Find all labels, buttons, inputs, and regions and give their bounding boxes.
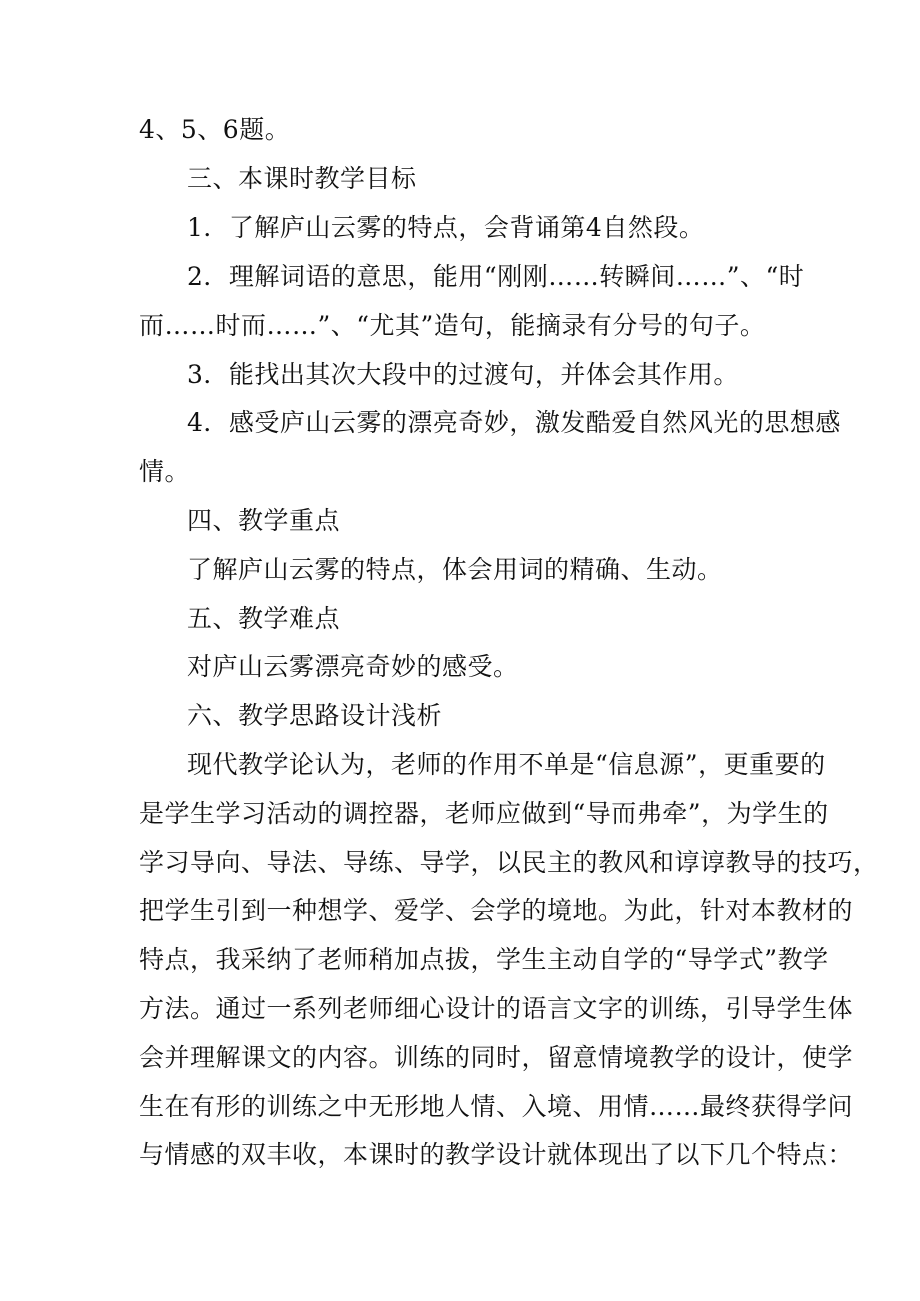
objective-1: 1．了解庐山云雾的特点，会背诵第4自然段。 <box>187 213 705 242</box>
heading-teaching-difficulty: 五、教学难点 <box>187 604 341 633</box>
heading-design-analysis: 六、教学思路设计浅析 <box>187 701 443 730</box>
paragraph-line-4: 把学生引到一种想学、爱学、会学的境地。为此，针对本教材的 <box>139 896 854 925</box>
paragraph-line-2: 是学生学习活动的调控器，老师应做到“导而弗牵”，为学生的 <box>139 799 829 828</box>
paragraph-line-8: 生在有形的训练之中无形地人情、入境、用情……最终获得学问 <box>139 1092 854 1121</box>
objective-3: 3．能找出其次大段中的过渡句，并体会其作用。 <box>187 360 739 389</box>
paragraph-line-1: 现代教学论认为，老师的作用不单是“信息源”，更重要的 <box>187 750 826 779</box>
heading-teaching-focus: 四、教学重点 <box>187 506 341 535</box>
paragraph-line-9: 与情感的双丰收，本课时的教学设计就体现出了以下几个特点： <box>139 1140 854 1169</box>
objective-4-line-2: 情。 <box>139 457 191 486</box>
teaching-difficulty-text: 对庐山云雾漂亮奇妙的感受。 <box>187 652 519 681</box>
paragraph-line-5: 特点，我采纳了老师稍加点拔，学生主动自学的“导学式”教学 <box>139 945 829 974</box>
text-line-continuation: 4、5、6题。 <box>139 115 291 144</box>
paragraph-line-3: 学习导向、导法、导练、导学，以民主的教风和谆谆教导的技巧， <box>139 848 879 877</box>
teaching-focus-text: 了解庐山云雾的特点，体会用词的精确、生动。 <box>187 555 723 584</box>
heading-teaching-objectives: 三、本课时教学目标 <box>187 164 417 193</box>
objective-2-line-1: 2．理解词语的意思，能用“刚刚……转瞬间……”、“时 <box>187 262 805 291</box>
objective-4-line-1: 4．感受庐山云雾的漂亮奇妙，激发酷爱自然风光的思想感 <box>187 408 841 437</box>
paragraph-line-7: 会并理解课文的内容。训练的同时，留意情境教学的设计，使学 <box>139 1043 854 1072</box>
paragraph-line-6: 方法。通过一系列老师细心设计的语言文字的训练，引导学生体 <box>139 994 854 1023</box>
objective-2-line-2: 而……时而……”、“尤其”造句，能摘录有分号的句子。 <box>139 311 766 340</box>
